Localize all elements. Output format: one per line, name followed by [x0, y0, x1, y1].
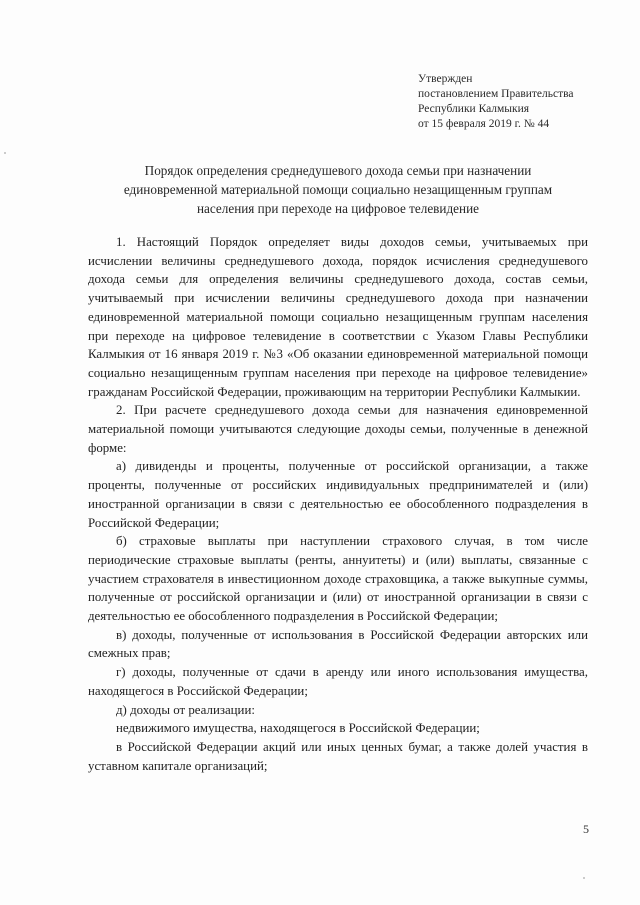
approval-stamp [418, 72, 574, 132]
scan-speck [4, 152, 6, 154]
paragraph-2d: д) доходы от реализации: [116, 702, 255, 717]
approval-line: Республики Калмыкия [418, 103, 530, 115]
document-title [88, 161, 588, 218]
title-line: населения при переходе на цифровое телевидение [196, 201, 479, 216]
paragraph-1: 1. Настоящий Порядок определяет виды доходов семьи, учитываемых при исчислении величины среднедушевого дохода, порядок исчисления среднедушевого дохода семьи для определения величины среднедушевого дохода, состав семьи, учитываемый при исчислении величины среднедушевого дохода при назначении единовременной материальной помощи социально незащищенным группам населения при переходе на цифровое телевидение в соответствии с Указом Главы Республики Калмыкия от 16 января 2019 г. №3 «Об оказании единовременной материальной помощи социально незащищенным группам населения при переходе на цифровое телевидение» гражданам Российской Федерации, проживающим на территории Республики Калмыкии. [88, 235, 588, 399]
paragraph-2d-item1: недвижимого имущества, находящегося в Российской Федерации; [116, 721, 480, 736]
scan-speck [583, 877, 585, 879]
paragraph-2a: а) дивиденды и проценты, полученные от российской организации, а также проценты, полученные от российских индивидуальных предпринимателей и (или) иностранной организации в связи с деятельностью ее обособленного подразделения в Российской Федерации; [88, 459, 588, 530]
paragraph-2v: в) доходы, полученные от использования в Российской Федерации авторских или смежных прав; [88, 627, 588, 661]
title-line: Порядок определения среднедушевого дохода семьи при назначении [144, 163, 532, 178]
paragraph-2d-item2: в Российской Федерации акций или иных ценных бумаг, а также долей участия в уставном капитале организаций; [88, 739, 588, 773]
paragraph-2: 2. При расчете среднедушевого дохода семьи для назначения единовременной материальной помощи учитываются следующие доходы семьи, полученные в денежной форме: [88, 403, 588, 455]
approval-line: от 15 февраля 2019 г. № 44 [418, 118, 550, 130]
paragraph-2b: б) страховые выплаты при наступлении страхового случая, в том числе периодические страховые выплаты (ренты, аннуитеты) и (или) выплаты, связанные с участием страхователя в инвестиционном доходе страховщика, а также выкупные суммы, полученные от российской организации и (или) от иностранной организации в связи с деятельностью ее обособленного подразделения в Российской Федерации; [88, 534, 588, 624]
paragraph-2g: г) доходы, полученные от сдачи в аренду или иного использования имущества, находящегося в Российской Федерации; [88, 665, 588, 698]
approval-line: Утвержден [418, 73, 473, 85]
title-line: единовременной материальной помощи социально незащищенным группам [123, 182, 553, 197]
page-number: 5 [583, 822, 589, 836]
document-body [88, 233, 588, 775]
approval-line: постановлением Правительства [418, 88, 574, 100]
